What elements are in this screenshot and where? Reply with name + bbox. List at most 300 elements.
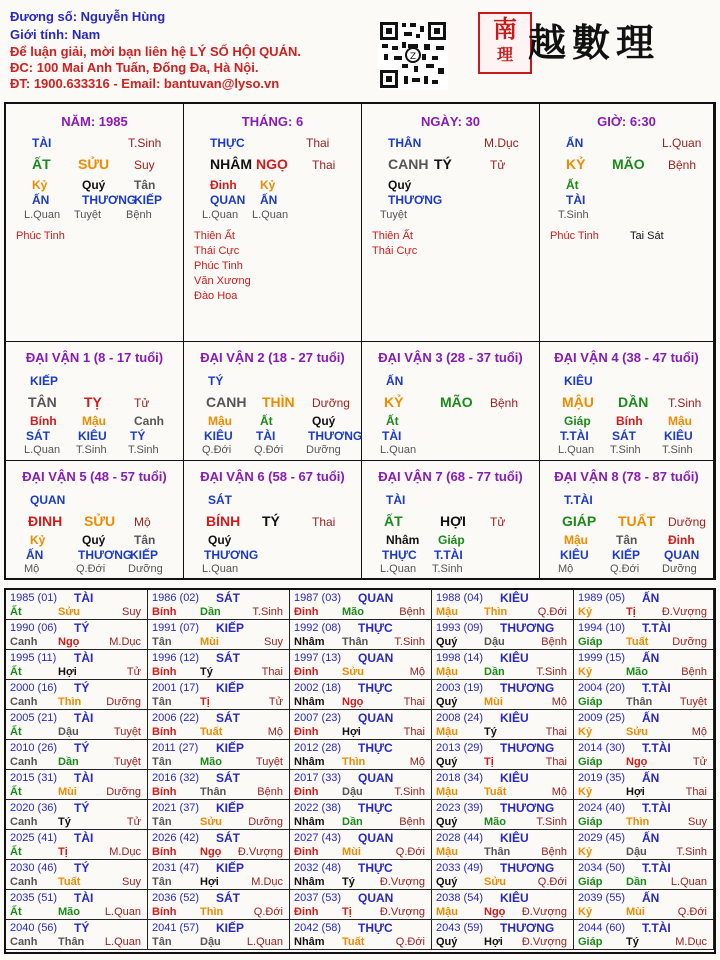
hidden-god: KIÊU <box>78 429 107 443</box>
year-god: THƯƠNG <box>500 861 555 875</box>
year-god: QUAN <box>358 711 394 725</box>
year-label: 1997 (13) <box>294 652 342 664</box>
hidden-stem: Kỷ <box>30 533 46 547</box>
year-god: THỰC <box>358 681 393 695</box>
hidden-god: THƯƠNG <box>388 193 443 207</box>
year-cell <box>148 710 290 740</box>
year-stem: Bính <box>152 666 177 678</box>
hidden-god: THƯƠNG <box>308 429 363 443</box>
star-item: Văn Xương <box>194 275 251 287</box>
year-cell <box>432 890 574 920</box>
hidden-stem: Giáp <box>438 533 465 547</box>
year-stem: Ất <box>10 906 22 918</box>
pillar-branch: SỬU <box>78 156 110 172</box>
year-stage: Mộ <box>409 756 425 768</box>
year-label: 2023 (39) <box>436 802 484 814</box>
dai-van-branch: HỢI <box>440 513 466 529</box>
year-stage: Q.Đới <box>537 606 567 618</box>
year-stem: Giáp <box>578 876 603 888</box>
year-branch: Hợi <box>484 936 503 948</box>
year-label: 2021 (37) <box>152 802 200 814</box>
year-god: QUAN <box>358 591 394 605</box>
year-stage: L.Quan <box>104 936 141 948</box>
year-god: KIÊU <box>500 711 529 725</box>
hidden-god: ẤN <box>26 548 44 562</box>
year-stage: Thai <box>545 726 567 738</box>
year-stage: Q.Đới <box>395 846 425 858</box>
hidden-god: TÝ <box>130 429 146 443</box>
year-stem: Bính <box>152 726 177 738</box>
dai-van-cell <box>6 461 184 579</box>
dai-van-cell <box>184 342 362 461</box>
year-branch: Sửu <box>200 816 223 828</box>
year-god: SÁT <box>216 591 240 605</box>
year-branch: Tị <box>342 906 352 918</box>
pillar-branch: MÃO <box>612 156 645 172</box>
year-cell <box>6 830 148 860</box>
year-branch: Tị <box>200 696 210 708</box>
hidden-stem: Ất <box>260 414 273 428</box>
star-item: Thiên Ất <box>372 230 413 242</box>
year-branch: Tý <box>200 666 213 678</box>
year-god: KIẾP <box>216 681 245 695</box>
year-stem: Đinh <box>294 906 319 918</box>
year-stage: Tử <box>126 816 141 828</box>
year-branch: Hợi <box>342 726 361 738</box>
year-label: 1986 (02) <box>152 592 200 604</box>
year-label: 2025 (41) <box>10 832 58 844</box>
hidden-stage: Mộ <box>558 563 574 575</box>
year-stem: Nhâm <box>294 936 325 948</box>
year-label: 2010 (26) <box>10 742 58 754</box>
dai-van-stem: GIÁP <box>562 513 597 529</box>
year-stage: T.Sinh <box>676 846 707 858</box>
year-cell <box>6 890 148 920</box>
star-item: Thiên Ất <box>194 230 235 242</box>
year-stage: Tuyệt <box>679 696 707 708</box>
year-label: 2001 (17) <box>152 682 200 694</box>
year-stem: Canh <box>10 756 38 768</box>
hidden-god: TÀI <box>382 429 402 443</box>
hidden-stem: Ất <box>386 414 399 428</box>
year-stem: Quý <box>436 696 458 708</box>
year-branch: Tý <box>58 816 71 828</box>
year-stage: Đ.Vượng <box>379 876 425 888</box>
year-god: TÝ <box>74 741 90 755</box>
year-stage: M.Dục <box>109 636 141 648</box>
year-god: THƯƠNG <box>500 921 555 935</box>
year-stage: Đ.Vượng <box>237 846 283 858</box>
year-branch: Dậu <box>484 636 505 648</box>
year-god: TÀI <box>74 591 94 605</box>
hidden-god: KIẾP <box>134 193 163 207</box>
year-label: 2043 (59) <box>436 922 484 934</box>
year-stem: Ất <box>10 846 22 858</box>
year-god: THỰC <box>358 801 393 815</box>
year-label: 1989 (05) <box>578 592 626 604</box>
year-label: 2003 (19) <box>436 682 484 694</box>
dai-van-cell <box>362 461 540 579</box>
dai-van-stem: MẬU <box>562 394 594 410</box>
year-cell <box>432 800 574 830</box>
year-stem: Tân <box>152 756 172 768</box>
year-stage: Bệnh <box>541 636 567 648</box>
year-label: 2035 (51) <box>10 892 58 904</box>
hidden-stem: Đinh <box>668 533 695 547</box>
year-branch: Thìn <box>342 756 366 768</box>
hidden-stage: L.Quan <box>202 563 239 575</box>
year-label: 2024 (40) <box>578 802 626 814</box>
year-stem: Nhâm <box>294 876 325 888</box>
year-label: 2007 (23) <box>294 712 342 724</box>
year-stem: Mậu <box>436 846 458 858</box>
year-label: 2040 (56) <box>10 922 58 934</box>
year-god: T.TÀI <box>642 681 671 695</box>
year-stage: Tuyệt <box>113 756 141 768</box>
dai-van-stem: TÂN <box>28 394 57 410</box>
year-label: 2034 (50) <box>578 862 626 874</box>
dai-van-stage: Dưỡng <box>312 396 350 410</box>
year-branch: Thìn <box>58 696 82 708</box>
year-god: THƯƠNG <box>500 801 555 815</box>
pillar-top-god: THÂN <box>388 136 422 150</box>
year-stage: T.Sinh <box>394 786 425 798</box>
dai-van-title: ĐẠI VẬN 3 (28 - 37 tuổi) <box>378 350 523 365</box>
year-cell <box>290 680 432 710</box>
year-cell <box>432 680 574 710</box>
hidden-stage: L.Quan <box>380 563 417 575</box>
contact-line-1: Để luận giải, mời bạn liên hệ LÝ SỐ HỘI QUÁN. <box>10 44 301 59</box>
year-stem: Nhâm <box>294 696 325 708</box>
year-god: THỰC <box>358 921 393 935</box>
year-god: QUAN <box>358 891 394 905</box>
year-god: SÁT <box>216 711 240 725</box>
year-label: 2008 (24) <box>436 712 484 724</box>
pillar-title: NGÀY: 30 <box>421 114 480 129</box>
pillar-top-stage: L.Quan <box>662 136 702 150</box>
dai-van-cell <box>540 461 714 579</box>
year-god: KIẾP <box>216 861 245 875</box>
year-branch: Tị <box>626 606 636 618</box>
dai-van-stage: Thai <box>312 515 336 529</box>
year-cell <box>574 800 714 830</box>
hidden-stem: Mậu <box>564 533 588 547</box>
year-stage: Suy <box>122 876 141 888</box>
hidden-god: QUAN <box>210 193 246 207</box>
year-stem: Mậu <box>436 666 458 678</box>
year-cell <box>148 620 290 650</box>
owner-label: Đương số: Nguyễn Hùng <box>10 9 166 24</box>
year-god: T.TÀI <box>642 621 671 635</box>
year-label: 1998 (14) <box>436 652 484 664</box>
year-cell <box>574 830 714 860</box>
hidden-god: THƯƠNG <box>204 548 259 562</box>
year-stem: Mậu <box>436 726 458 738</box>
year-stem: Kỷ <box>578 666 593 678</box>
year-stage: L.Quan <box>670 876 707 888</box>
year-cell <box>148 830 290 860</box>
year-stem: Bính <box>152 606 177 618</box>
year-god: ẤN <box>642 591 660 605</box>
year-label: 2018 (34) <box>436 772 484 784</box>
contact-line-3[interactable]: ĐT: 1900.633316 - Email: bantuvan@lyso.vn <box>10 76 280 91</box>
dai-van-branch: THÌN <box>262 394 295 410</box>
year-stem: Quý <box>436 876 458 888</box>
year-label: 2041 (57) <box>152 922 200 934</box>
year-stage: T.Sinh <box>394 636 425 648</box>
hidden-stage: L.Quan <box>380 444 417 456</box>
year-label: 1992 (08) <box>294 622 342 634</box>
year-branch: Ngọ <box>200 846 222 858</box>
year-branch: Tý <box>626 936 639 948</box>
dai-van-branch: TỴ <box>84 394 102 410</box>
hidden-stem: Quý <box>82 178 106 192</box>
year-branch: Tị <box>484 756 494 768</box>
year-stage: Thai <box>261 666 283 678</box>
star-item: Đào Hoa <box>194 290 238 302</box>
year-god: TÝ <box>74 681 90 695</box>
year-stage: Tử <box>268 696 283 708</box>
year-stem: Tân <box>152 816 172 828</box>
year-god: QUAN <box>358 831 394 845</box>
year-god: KIẾP <box>216 741 245 755</box>
year-label: 2016 (32) <box>152 772 200 784</box>
header-info <box>10 8 370 92</box>
year-cell <box>574 920 714 950</box>
hidden-stage: Q.Đới <box>254 444 284 456</box>
year-branch: Mùi <box>484 696 503 708</box>
hidden-god: ẤN <box>260 193 278 207</box>
year-branch: Ngọ <box>58 636 80 648</box>
year-stage: Đ.Vượng <box>521 906 567 918</box>
year-god: KIÊU <box>500 651 529 665</box>
year-label: 2042 (58) <box>294 922 342 934</box>
year-god: SÁT <box>216 891 240 905</box>
year-god: ẤN <box>642 831 660 845</box>
year-cell <box>574 770 714 800</box>
year-branch: Sửu <box>58 606 81 618</box>
year-cell <box>148 890 290 920</box>
hidden-god: SÁT <box>26 429 50 443</box>
pillar-top-stage: M.Dục <box>484 136 519 150</box>
star-item: Tai Sát <box>630 230 664 242</box>
year-cell <box>6 920 148 950</box>
year-label: 2006 (22) <box>152 712 200 724</box>
year-label: 1987 (03) <box>294 592 342 604</box>
year-god: TÀI <box>74 771 94 785</box>
year-label: 2044 (60) <box>578 922 626 934</box>
hidden-stage: T.Sinh <box>610 444 641 456</box>
logo-text: 越數理 <box>528 20 661 65</box>
dai-van-god: QUAN <box>30 493 66 507</box>
year-branch: Ngọ <box>484 906 506 918</box>
year-god: SÁT <box>216 651 240 665</box>
year-cell <box>574 860 714 890</box>
year-branch: Dậu <box>58 726 79 738</box>
year-branch: Dần <box>200 606 221 618</box>
hidden-stem: Tân <box>616 533 638 547</box>
year-cell <box>574 650 714 680</box>
dai-van-stage: T.Sinh <box>668 396 702 410</box>
year-cell <box>6 620 148 650</box>
year-branch: Sửu <box>484 876 507 888</box>
year-stem: Kỷ <box>578 726 593 738</box>
year-branch: Tị <box>58 846 68 858</box>
year-branch: Thìn <box>200 906 224 918</box>
hidden-god: THỰC <box>382 548 417 562</box>
hidden-god: ẤN <box>32 193 50 207</box>
dai-van-branch: TUẤT <box>618 513 656 529</box>
year-label: 2009 (25) <box>578 712 626 724</box>
hidden-stem: Tân <box>134 533 156 547</box>
year-branch: Dậu <box>342 786 363 798</box>
pillar-stem: ẤT <box>32 156 51 172</box>
year-branch: Thìn <box>484 606 508 618</box>
year-stem: Kỷ <box>578 906 593 918</box>
hidden-stage: T.Sinh <box>432 563 463 575</box>
pillar-branch-stage: Thai <box>312 158 336 172</box>
year-god: KIÊU <box>500 831 529 845</box>
year-stem: Canh <box>10 696 38 708</box>
year-stage: Bệnh <box>257 786 283 798</box>
year-stem: Nhâm <box>294 816 325 828</box>
year-stem: Đinh <box>294 846 319 858</box>
hidden-stage: Bệnh <box>126 209 152 221</box>
year-god: T.TÀI <box>642 861 671 875</box>
year-cell <box>148 770 290 800</box>
year-label: 2037 (53) <box>294 892 342 904</box>
year-stem: Canh <box>10 636 38 648</box>
year-cell <box>6 740 148 770</box>
year-cell <box>6 710 148 740</box>
dai-van-branch: SỬU <box>84 513 116 529</box>
year-branch: Tuất <box>58 876 81 888</box>
dai-van-branch: DẦN <box>618 394 649 410</box>
year-god: T.TÀI <box>642 741 671 755</box>
year-stem: Đinh <box>294 606 319 618</box>
hidden-stem: Bính <box>616 414 643 428</box>
year-cell <box>148 740 290 770</box>
yearly-grid <box>4 588 716 954</box>
hidden-god: T.TÀI <box>434 548 463 562</box>
year-branch: Dần <box>626 876 647 888</box>
year-label: 2026 (42) <box>152 832 200 844</box>
year-god: ẤN <box>642 651 660 665</box>
year-label: 2013 (29) <box>436 742 484 754</box>
hidden-stem: Quý <box>312 414 336 428</box>
hidden-god: TÀI <box>256 429 276 443</box>
year-cell <box>290 800 432 830</box>
year-stage: Bệnh <box>681 666 707 678</box>
year-god: T.TÀI <box>642 801 671 815</box>
year-stage: Dưỡng <box>106 786 141 798</box>
year-stage: Suy <box>264 636 283 648</box>
pillar-title: GIỜ: 6:30 <box>597 114 656 129</box>
dai-van-stage: Tử <box>134 396 150 410</box>
year-branch: Thìn <box>626 816 650 828</box>
year-stage: Q.Đới <box>537 876 567 888</box>
pillar-branch-stage: Tử <box>490 158 506 172</box>
hidden-stem: Nhâm <box>386 533 420 547</box>
year-stage: Dưỡng <box>106 696 141 708</box>
year-branch: Sửu <box>626 726 649 738</box>
year-stage: Thai <box>685 786 707 798</box>
hidden-god: SÁT <box>612 429 636 443</box>
year-branch: Thân <box>626 696 653 708</box>
year-label: 2032 (48) <box>294 862 342 874</box>
hidden-god: KIẾP <box>130 548 159 562</box>
hidden-stage: T.Sinh <box>76 444 107 456</box>
year-stage: Bệnh <box>399 606 425 618</box>
year-label: 2020 (36) <box>10 802 58 814</box>
hidden-stem: Giáp <box>564 414 591 428</box>
year-branch: Tuất <box>484 786 507 798</box>
year-stem: Quý <box>436 756 458 768</box>
year-stage: T.Sinh <box>252 606 283 618</box>
year-cell <box>290 710 432 740</box>
year-stage: Thai <box>403 696 425 708</box>
pillar-cell <box>540 104 714 342</box>
hidden-stage: T.Sinh <box>128 444 159 456</box>
dai-van-god: TÝ <box>208 374 224 388</box>
year-cell <box>432 860 574 890</box>
year-stem: Bính <box>152 786 177 798</box>
year-stage: Thai <box>403 726 425 738</box>
year-god: THƯƠNG <box>500 741 555 755</box>
year-branch: Thân <box>484 846 511 858</box>
year-stage: Q.Đới <box>395 936 425 948</box>
year-label: 1990 (06) <box>10 622 58 634</box>
year-stem: Mậu <box>436 906 458 918</box>
hidden-stage: L.Quan <box>252 209 289 221</box>
year-stem: Quý <box>436 636 458 648</box>
year-label: 2031 (47) <box>152 862 200 874</box>
year-god: KIÊU <box>500 891 529 905</box>
hidden-stem: Bính <box>30 414 57 428</box>
chart-grid <box>4 102 716 580</box>
dai-van-god: TÀI <box>386 493 406 507</box>
year-stem: Kỷ <box>578 606 593 618</box>
dai-van-god: SÁT <box>208 493 232 507</box>
dai-van-god: KIÊU <box>564 374 593 388</box>
dai-van-title: ĐẠI VẬN 7 (68 - 77 tuổi) <box>378 469 523 484</box>
hidden-stage: L.Quan <box>24 444 61 456</box>
dai-van-stem: ẤT <box>384 513 403 529</box>
year-cell <box>290 650 432 680</box>
year-branch: Dần <box>484 666 505 678</box>
year-cell <box>432 920 574 950</box>
year-cell <box>148 680 290 710</box>
year-label: 2000 (16) <box>10 682 58 694</box>
hidden-stage: Tuyệt <box>74 209 102 221</box>
year-god: KIẾP <box>216 801 245 815</box>
hidden-stage: Dưỡng <box>662 563 697 575</box>
dai-van-stage: Tử <box>490 515 506 529</box>
year-stage: Bệnh <box>541 846 567 858</box>
hidden-stem: Kỷ <box>32 178 48 192</box>
year-stem: Ất <box>10 666 22 678</box>
dai-van-god: T.TÀI <box>564 493 593 507</box>
year-label: 2036 (52) <box>152 892 200 904</box>
year-stem: Nhâm <box>294 756 325 768</box>
year-god: TÀI <box>74 651 94 665</box>
year-stem: Mậu <box>436 606 458 618</box>
year-cell <box>148 590 290 620</box>
year-god: TÝ <box>74 621 90 635</box>
pillar-branch-stage: Suy <box>134 158 155 172</box>
dai-van-stem: CANH <box>206 394 247 410</box>
year-stem: Ất <box>10 606 22 618</box>
